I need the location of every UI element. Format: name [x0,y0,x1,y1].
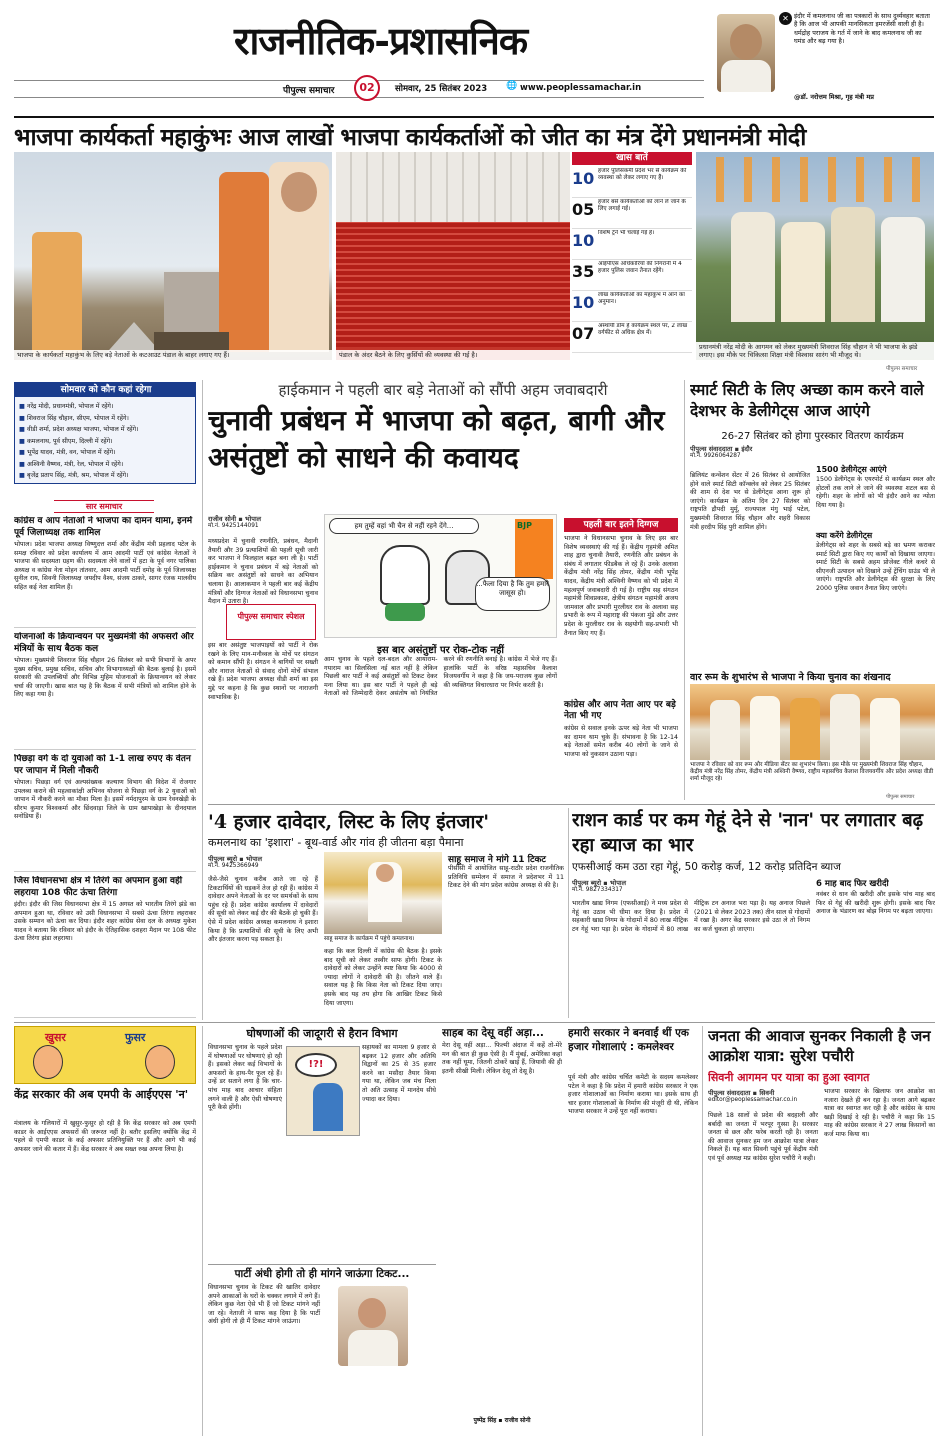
lead-photo3-caption: प्रधानमंत्री नरेंद्र मोदी के आगमन को लेकर मुख्यमंत्री शिवराज सिंह चौहान ने भी भाजपा के झंडे लगाए। इस मौके पर चिकित्सा शिक्षा मंत्री विश्वास सारंग भी मौजूद थे। [696,342,934,360]
facts-list [572,167,692,353]
issue-date: सोमवार, 25 सितंबर 2023 [395,84,488,94]
ticket-title: पार्टी अंधी होगी तो ही मांगने जाऊंगा टिकट... [208,1264,436,1281]
quote-box [714,8,936,110]
desu-box [442,1026,562,1436]
smart-city-box-body: 1500 डेलीगेट्स के एयरपोर्ट से कार्यक्रम स्थल और होटलों तक लाने ले जाने की व्यवस्था शटल बस से रहेगी। शहर के लोगों को भी इंदौर आने का न्योता दिया गया है। [816,476,935,509]
kamalnath-story [208,808,564,1018]
quote-text: इंदौर में कमलनाथ जी का पत्रकारों के साथ दुर्व्यवहार बताता है कि आज भी आपकी मानसिकता इमरजेंसी वाली ही है। धर्मद्रोह पराजय के गर्त में जाने के बाद कमलनाथ जी का घमंड और बढ़ गया है। [794,12,930,45]
desu-credits: पुष्पेंद्र सिंह ▪ राजीव सोनी [473,1417,531,1424]
lead-photo-cm-flags [696,152,934,360]
fact-text: हजार बसें कार्यकर्ताओं को लाने ले जाने के लिए लगाई गई। [598,199,686,212]
smart-city-deck: 26-27 सितंबर को होगा पुरस्कार वितरण कार्यक्रम [721,431,904,442]
who-where-title: सोमवार को कौन कहां रहेगा [15,383,196,397]
smart-city-place: इंदौर [741,445,753,453]
main-byline-block: राजीव सोनी ▪ भोपाल मो.नं. 9425144091 [208,514,318,531]
war-room-photo [690,684,935,760]
kamalnath-mobile: मो.नं. 9425366949 [208,863,259,869]
who-where-text: बृजेंद्र प्रताप सिंह, मंत्री, श्रम, भोपाल में रहेंगे। [26,472,129,479]
exclaim-icon: !?! [295,1053,337,1077]
announcements-body-2: सहायकों का मामला 9 हजार से बढ़कर 12 हजार और अतिथि विद्वानों का 25 से 35 हजार करने का मसौदा तैयार किया गया था, लेकिन जब मंच मिला तो अति उत्साह में मानदेय सीधे ज्यादा कर दिया। [362,1044,436,1103]
sahu-title: साहू समाज ने मांगे 11 टिकट [448,855,546,865]
ration-byline: पीपुल्स ब्यूरो [572,879,602,887]
kamalnath-photo [324,852,442,934]
brief-item [14,632,196,750]
fact-item [572,167,692,198]
cartoon-sign: BJP [517,521,532,530]
globe-icon: 🌐 [506,81,518,91]
pachauri-email: editor@peoplessamachar.co.in [708,1097,798,1103]
ration-deck: एफसीआई कम उठा रहा गेहूं, 50 करोड़ कर्ज, 12 करोड़ प्रतिदिन ब्याज [572,861,841,873]
lead-photo1-caption: भाजपा के कार्यकर्ता महाकुंभ के लिए बड़े नेताओं के कटआउट पंडाल के बाहर लगाए गए हैं। [14,350,332,360]
kamalnath-deck: कमलनाथ का 'इशारा' - बूथ-वार्ड और गांव ही जीतना बड़ा पैमाना [208,836,464,849]
lead-headline: भाजपा कार्यकर्ता महाकुंभः आज लाखों भाजपा कार्यकर्ताओं को जीत का मंत्र देंगे प्रधानमंत्री मोदी [14,123,806,151]
bullet-icon: ■ [19,403,27,410]
brief-item-title: योजनाओं के क्रियान्वयन पर मुख्यमंत्री की अफसरों और मंत्रियों के साथ बैठक कल [14,632,194,654]
fact-item [572,260,692,291]
kamalnath-body-2: कहा कि कल दिल्ली में कांग्रेस की बैठक है। इसके बाद सूची को लेकर तस्वीर साफ होगी। टिकट के दावेदारों को लेकर उन्होंने स्पष्ट किया कि 4000 से ज्यादा लोगों ने दावेदारी की है। जीतने वाले हैं। सवाल यह है कि किस नेता को टिकट दिया जाए। इसके बाद यह तय होगा कि आखिर टिकट किसे दिया जाएगा। [324,948,442,1007]
fact-number: 10 [572,169,595,188]
lead-photo-cutouts [14,152,332,360]
smart-city-box2-title: क्या करेंगे डेलीगेट्स [816,531,873,540]
fact-number: 10 [572,293,595,312]
kamalnath-byline: पीपुल्स ब्यूरो [208,855,238,863]
fact-number: 05 [572,200,595,219]
ration-box-body: नवंबर से धान की खरीदी और इसके पांच माह बाद फिर से गेहूं की खरीदी शुरू होगी। इसके बाद फिर अनाज के भंडारण का बोझ निगम पर बढ़ता जाएगा। [816,891,935,916]
bullet-icon: ■ [19,414,27,422]
desu-credit-1: पुष्पेंद्र सिंह [473,1417,497,1424]
ration-story [572,808,935,1018]
who-where-text: नरेंद्र मोदी, प्रधानमंत्री, भोपाल में रहेंगे। [26,403,114,410]
side-subhead: कांग्रेस और आप नेता आए पर बड़े नेता भी गए [564,700,676,721]
brief-list [14,516,196,1018]
ration-box-title: 6 माह बाद फिर खरीदी [816,879,889,889]
side-body-2: कांग्रेस से सवाल इनके ऊपर बड़े नेता भी भाजपा का दामन थाम चुके हैं। संभावना है कि 12-14 बड़े नेताओं समेत करीब 40 लोगों के जाने से भाजपा को नुकसान उठाना पड़ा। [564,725,678,758]
pachauri-story [708,1026,935,1436]
smart-city-mobile: मो.नं. 9926064287 [690,453,741,459]
main-subhead-1: इस बार असंतुष्टों पर रोक-टोक नहीं [376,645,505,656]
website: www.peoplessamachar.in [520,83,642,93]
fact-text: हजार पुलिसकर्मी प्रदेश भर से कार्यक्रम की व्यवस्था को लेकर लगाए गए हैं। [598,168,687,181]
main-place: भोपाल [245,515,262,523]
fact-text: अस्थायी डोम हैं कार्यक्रम स्थल पर, 2 लाख वर्गफीट से अधिक क्षेत्र में। [598,323,688,336]
pachauri-deck: सिवनी आगमन पर यात्रा का हुआ स्वागत [708,1071,870,1084]
pachauri-byline-block: पीपुल्स संवाददाता ▪ सिवनी editor@peoplessamachar.co.in [708,1088,818,1105]
who-where-text: भूपेंद्र यादव, मंत्री, वन, भोपाल में रहेंगे। [26,449,116,456]
side-title: पहली बार इतने दिग्गज [564,518,678,532]
satire-headline: केंद्र सरकार की अब एमपी के आईएएस 'न' [14,1088,189,1101]
smart-city-byline: पीपुल्स संवाददाता [690,445,733,453]
gaushala-body: पूर्व मंत्री और कांग्रेस चर्चित कमेटी के सदस्य कमलेश्वर पटेल ने कहा है कि प्रदेश में हमारी कांग्रेस सरकार ने एक हजार गोशालाओं का निर्माण कराया था। इसके साथ ही चार हजार गोशालाओं के निर्माण की मंजूरी दी थी, लेकिन भाजपा सरकार ने उन्हें पूरा नहीं कराया। [568,1074,698,1116]
who-where-text: शिवराज सिंह चौहान, सीएम, भोपाल में रहेंगे। [26,414,129,422]
pachauri-body: पिछले 18 सालों से प्रदेश की बदहाली और बर्बादी का जनता में भरपूर गुस्सा है। सरकार जनता से छल और फरेब करती रही है। जनता की आवाज सुनकर हम जन आक्रोश यात्रा लेकर निकले हैं। यह बात सिवनी पहुंचे पूर्व केंद्रीय मंत्री एवं पूर्व अध्यक्ष मप्र कांग्रेस सुरेश पचौरी ने कही। [708,1112,818,1162]
fact-number: 10 [572,231,595,250]
special-badge: पीपुल्स समाचार स्पेशल [226,604,316,640]
fact-item [572,229,692,260]
main-story [208,380,678,800]
kamalnath-headline: '4 हजार दावेदार, लिस्ट के लिए इंतजार' [208,811,490,833]
kamalnath-byline-block: पीपुल्स ब्यूरो ▪ भोपाल मो.नं. 9425366949 [208,854,318,871]
ticket-body: विधानसभा चुनाव के टिकट की खातिर दावेदार अपने आकाओं के घरों के चक्कर लगाने में लगे हैं। लेकिन कुछ नेता ऐसे भी हैं जो टिकट मांगने नहीं जा रहे। नेताजी ने साफ कह दिया है कि पार्टी अंधी होगी तो ही मैं टिकट मांगने जाऊंगा। [208,1284,320,1326]
who-where-item [19,447,195,459]
cartoon [324,514,557,638]
brief-item-title: पिछड़ा वर्ग के दो युवाओं को 1-1 लाख रुपए के वेतन पर जापान में मिली नौकरी [14,754,191,776]
brief-item-body: भोपाल। पिछड़ा वर्ग एवं अल्पसंख्यक कल्याण विभाग की विदेश में रोजगार उपलब्ध कराने की महत्वाकांक्षी अभिनव योजना से पिछड़ा वर्ग के 2 युवाओं को जापान में नौकरी करने का मौका मिला है। इसमें नर्मदापुरम के ग्राम रेवनखेड़ी के सौरभ कुमार विश्वकर्मा और छिंदवाड़ा जिले के ग्राम खापाखेड़ा के दीनदयाल सनोडिया हैं। [14,779,196,821]
brief-item [14,516,196,628]
who-where-text: कमलनाथ, पूर्व सीएम, दिल्ली में रहेंगे। [26,437,113,445]
pachauri-body-2: भाजपा सरकार के खिलाफ जन आक्रोश का नजारा देखते ही बन रहा है। जनता आगे बढ़कर यात्रा का स्वागत कर रही है और कांग्रेस के साथ खड़ी दिखाई दे रही है। पचौरी ने कहा कि 15 माह की कांग्रेस सरकार ने 27 लाख किसानों का कर्ज माफ किया था। [824,1088,935,1138]
satire-banner [14,1026,196,1084]
brief-column [14,500,196,1018]
bullet-icon: ■ [19,472,27,479]
x-logo-icon: ✕ [779,12,792,25]
main-body-1: मध्यप्रदेश में चुनावी रणनीति, प्रबंधन, मैदानी तैयारी और 39 प्रत्याशियों की पहली सूची जारी कर भाजपा ने फिलहाल बढ़त बना ली है। पार्टी हाईकमान ने चुनाव प्रबंधन में बड़े नेताओं को सक्रिय कर असंतुष्टों को साधने का अभियान चलाया है। आलाकमान ने पहली बार कई केंद्रीय मंत्रियों और दिग्गज नेताओं को विधानसभा चुनाव मैदान में उतारा है। [208,538,318,606]
bullet-icon: ■ [19,426,27,433]
section-title: राजनीतिक-प्रशासनिक [234,18,528,63]
facts-box [572,152,692,360]
fact-text: विशेष ट्रेनें भी चलाई गई हैं। [598,230,655,236]
gaushala-headline: हमारी सरकार ने बनवाईं थीं एक हजार गोशालाएं : कमलेश्वर [568,1027,689,1053]
fact-item [572,322,692,353]
war-room-credit: पीपुल्स समाचार [886,794,915,800]
announcements-title: घोषणाओं की जादूगरी से हैरान विभाग [246,1027,398,1040]
smart-city-story [690,380,935,670]
satire-body: मंत्रालय के गलियारों में खुसुर-फुसुर हो रही है कि केंद्र सरकार को अब एमपी काडर के आईएएस अफसरों की जरूरत नहीं है। बतौर इसलिए क्योंकि केंद्र में पहले से एमपी काडर के कई अफसर प्रतिनियुक्ति पर हैं और आगे भी कई अफसर जाने की कतार में हैं। केंद्र सरकार ने अब सख्त रुख अपना लिया है। [14,1120,196,1153]
kamalnath-place: भोपाल [245,855,263,863]
announcements-cartoon [286,1046,360,1136]
brief-item-title: जिस विधानसभा क्षेत्र में तिरंगे का अपमान हुआ वहीं लहराया 108 फीट ऊंचा तिरंगा [14,876,183,898]
bullet-icon: ■ [19,449,27,456]
ticket-box [208,1264,436,1436]
main-body-2: इस बार असंतुष्ट भाजपाइयों को पार्टी ने रोक रखने के लिए मान-मनौव्वल के मोर्चे पर संगठन को कमान सौंपी है। संगठन ने बागियों पर सख्ती और नाराज नेताओं से संवाद दोनों मोर्चे संभाल रखे हैं। प्रदेश भाजपा अध्यक्ष वीडी शर्मा का इस मुद्दे पर कहना है कि कुछ स्थानों पर नाराजगी स्वाभाविक है। [208,642,318,701]
paper-name: पीपुल्स समाचार [283,86,335,96]
desu-body: मेरा देसू वहीं अड़ा... फिल्मी अंदाज में कहें तो-मेरे मन की बात ही कुछ ऐसी है। मैं मुंबई, अमेरिका कहां तक नहीं घूमा, जितनी ठोकरें खाई हैं, जियावी की ही इतनी सीखी मिली। लेकिन देसू तो देसू है। [442,1042,562,1075]
who-where-item [19,436,195,448]
who-where-box [14,382,196,484]
smart-city-box-title: 1500 डेलीगेट्स आएंगे [816,465,887,474]
minister-portrait [717,14,775,92]
who-where-item [19,413,195,425]
who-where-item [19,424,195,436]
smart-city-headline: स्मार्ट सिटी के लिए अच्छा काम करने वाले देशभर के डेलीगेट्स आज आएंगे [690,381,924,420]
pachauri-byline: पीपुल्स संवाददाता [708,1089,751,1097]
sahu-body: पीसीसी में आयोजित साहू-राठौर प्रदेश राजनीतिक प्रतिनिधि सम्मेलन में समाज ने प्रदेशभर में 11 टिकट देने की मांग प्रदेश कांग्रेस अध्यक्ष से की है। [448,865,564,890]
page-number: 02 [354,75,380,101]
bullet-icon: ■ [19,437,27,445]
smart-city-body: ब्रिलियंट कन्वेंशन सेंटर में 26 सितंबर से आयोजित होने वाले स्मार्ट सिटी कॉन्क्लेव को लेकर 25 सितंबर की शाम से देश भर से डेलीगेट्स आना शुरू हो जाएंगे। कार्यक्रम के अंतिम दिन 27 सितंबर को राष्ट्रपति द्रौपदी मुर्मू, राज्यपाल मंगु भाई पटेल, मुख्यमंत्री शिवराज सिंह चौहान और शहरी विकास मंत्री हरदीप सिंह पुरी शामिल होंगे। [690,472,810,531]
fact-text: लाख कार्यकर्ताओं का महाकुंभ में आने का अनुमान। [598,292,685,305]
ration-place: भोपाल [609,879,627,887]
brief-item-title: कांग्रेस व आप नेताओं ने भाजपा का दामन थामा, इनमें पूर्व जिलाध्यक्ष तक शामिल [14,516,193,538]
facts-title: खास बातें [572,152,692,165]
war-room-caption: भाजपा ने रविवार को वार रूम और मीडिया सेंटर का शुभारंभ किया। इस मौके पर मुख्यमंत्री शिवराज सिंह चौहान, केंद्रीय मंत्री नरेंद्र सिंह तोमर, केंद्रीय मंत्री अश्विनी वैष्णव, राष्ट्रीय महासचिव कैलाश विजयवर्गीय और प्रदेश अध्यक्ष वीडी शर्मा मौजूद रहे। [690,762,934,782]
cartoon-speech-2: ...फैला दिया है कि तुम हमारे जासूस हो। [475,577,550,611]
photo3-credit: पीपुल्स समाचार [886,366,918,372]
masthead [14,8,704,103]
ration-body: भारतीय खाद्य निगम (एफसीआई) ने मध्य प्रदेश से गेहूं का उठाव भी धीमा कर दिया है। प्रदेश में सहकारी खाद्य निगम के गोदामों में 80 लाख मीट्रिक टन गेहूं भरा पड़ा है। प्रदेश के गोदामों में 80 लाख मीट्रिक टन अनाज भरा पड़ा है। यह अनाज पिछले (2021 से लेकर 2023 तक) तीन साल से गोदामों में रखा है। अगर केंद्र सरकार इसे उठा ले तो निगम का कर्ज चुकता हो जाएगा। [572,900,811,933]
ticket-photo [338,1286,408,1366]
quote-author: @डॉ. नरोत्तम मिश्रा, गृह मंत्री मप्र [794,93,874,101]
cartoon-speech-1: हम तुम्हें वहां भी चैन से नहीं रहने देंगे... [329,518,479,534]
lead-photo2-caption: पंडाल के अंदर बैठने के लिए कुर्सियों की व्यवस्था की गई है। [336,350,570,360]
fact-item [572,291,692,322]
brief-item-body: भोपाल। मुख्यमंत्री शिवराज सिंह चौहान 26 सितंबर को सभी विभागों के अपर मुख्य सचिव, प्रमुख सचिव, सचिव और विभागाध्यक्षों की बैठक बुलाई है। इसमें सरकारी की उपलब्धियों और विभिन्न मुहिम योजनाओं के क्रियान्वयन को लेकर चर्चा की जाएगी। खास बात यह है कि बैठक में सभी मंत्रियों को शामिल होने के लिए कहा गया है। [14,657,196,699]
main-mobile: मो.नं. 9425144091 [208,523,259,529]
who-where-text: वीडी शर्मा, प्रदेश अध्यक्ष भाजपा, भोपाल में रहेंगे। [26,426,139,433]
lead-photo-pandal [336,152,570,360]
war-room-story [690,670,935,800]
who-where-item [19,470,195,482]
fact-number: 35 [572,262,595,281]
brief-item-body: भोपाल। प्रदेश भाजपा अध्यक्ष विष्णुदत्त शर्मा और केंद्रीय मंत्री प्रहलाद पटेल के समक्ष रविवार को प्रदेश कार्यालय में आम आदमी पार्टी एवं कांग्रेस नेताओं ने भाजपा की सदस्यता ग्रहण की। सदस्यता लेने वालों में हटा के पूर्व नगर पालिका अध्यक्ष व कांग्रेस नेता मोहन तांतवार, आम आदमी पार्टी दमोह के पूर्व जिलाध्यक्ष सुनील राय, सिवनी जिलाध्यक्ष जयदीप वैश्य, संजय ठाकरे, सागर रंजक मालवीय सहित कई नेता शामिल हैं। [14,541,196,591]
kamalnath-photo-caption: साहू समाज के कार्यक्रम में पहुंचे कमलनाथ। [324,936,415,942]
satire-column [14,1026,196,1436]
war-room-title: वार रूम के शुभारंभ से भाजपा ने किया चुनाव का शंखनाद [690,672,891,683]
side-body: भाजपा ने विधानसभा चुनाव के लिए इस बार विशेष व्यवस्थाएं की गई हैं। केंद्रीय गृहमंत्री अमित शाह द्वारा चुनावी तैयारी, रणनीति और प्रबंधन के संबंध में लगातार फीडबैक ले रहे हैं। उनके अलावा केंद्रीय मंत्री नरेंद्र सिंह तोमर, केंद्रीय मंत्री भूपेंद्र यादव, केंद्रीय मंत्री अश्विनी वैष्णव को भी प्रदेश में महत्वपूर्ण जवाबदारी दी गई है। राष्ट्रीय सह संगठन महामंत्री शिवप्रकाश, क्षेत्रीय संगठन महामंत्री अजय जामवाल और प्रभारी मुरलीधर राव के अलावा सह प्रभारी के रूप में महाराष्ट्र की पंकजा मुंडे और उत्तर प्रदेश के मुरलीधर राव के सहयोगी सह-प्रभारी भी तैनात किए गए हैं। [564,535,678,637]
pachauri-place: सिवनी [759,1089,775,1097]
ration-headline: राशन कार्ड पर कम गेहूं देने से 'नान' पर लगातार बढ़ रहा ब्याज का भार [572,810,924,856]
who-where-item [19,459,195,471]
main-kicker: हाईकमान ने पहली बार बड़े नेताओं को सौंपी अहम जवाबदारी [278,381,608,399]
who-where-text: अश्विनी वैष्णव, मंत्री, रेल, भोपाल में रहेंगे। [26,460,124,468]
satire-title-left: खुसर [45,1031,66,1044]
who-where-item [19,401,195,413]
main-byline: राजीव सोनी [208,515,237,523]
smart-city-byline-block: पीपुल्स संवाददाता ▪ इंदौर मो.नं. 9926064287 [690,444,810,461]
bullet-icon: ■ [19,460,27,468]
pachauri-headline: जनता की आवाज सुनकर निकाली है जन आक्रोश यात्रा: सुरेश पचौरी [708,1027,931,1065]
ration-mobile: मो.नं. 9827334317 [572,887,623,893]
kamalnath-body: जैसे-जैसे चुनाव करीब आते जा रहे हैं टिकटार्थियों की धड़कनें तेज हो रही हैं। कांग्रेस में दावेदार अपने नेताओं के दर पर समर्थकों के साथ पहुंच रहे हैं। प्रदेश कांग्रेस कार्यालय में दावेदारों की सूची को लेकर कई दौर की बैठकें हो चुकी हैं। ऐसे में प्रदेश कांग्रेस अध्यक्ष कमलनाथ ने इशारा किया है कि प्रत्याशियों की सूची के लिए अभी और इंतजार करना पड़ सकता है। [208,876,318,944]
fact-item [572,198,692,229]
fact-number: 07 [572,324,595,343]
desu-title: साहब का देसू वहीं अड़ा... [442,1027,544,1039]
satire-title-right: फुसर [125,1031,146,1044]
announcements-box [208,1026,436,1256]
brief-item-body: इंदौर। इंदौर की जिस विधानसभा क्षेत्र में 15 अगस्त को भारतीय तिरंगे झंडे का अपमान हुआ था, रविवार को उसी विधानसभा में सबसे ऊंचा तिरंगा लहराकर उसके सम्मान को ऊंचा कर दिया। इंदौर शहर कांग्रेस सेवा दल के अध्यक्ष मुकेश यादव ने बताया कि रविवार को इंदौर के ऐतिहासिक दशहरा मैदान पर 108 फीट ऊंचा तिरंगा झंडा लहराया। [14,901,196,943]
desu-credit-2: राजीव सोनी [504,1417,531,1424]
lead-headline-bar [14,116,934,152]
brief-item [14,754,196,872]
who-where-list [19,401,195,482]
main-headline: चुनावी प्रबंधन में भाजपा को बढ़त, बागी और असंतुष्टों को साधने की कवायद [208,404,665,474]
fact-text: आईपीएस अधिकारियों की निगरानी में 4 हजार पुलिस जवान तैनात रहेंगे। [598,261,682,274]
brief-label: सार समाचार [54,500,154,513]
smart-city-box2-body: डेलीगेट्स को शहर के सबसे बड़े का भ्रमण कराकर स्मार्ट सिटी द्वारा किए गए कार्यों को दिखाया जाएगा। स्मार्ट सिटी के सबसे अहम प्रोजेक्ट गीले कचरे से सीएनजी उत्पादन को दिखाने उन्हें ट्रेंचिंग ग्राउंड भी ले जाएंगे। राष्ट्रपति और डेलीगेट्स की सुरक्षा के लिए 2000 पुलिस जवान तैनात किए जाएंगे। [816,542,935,592]
ration-byline-block: पीपुल्स ब्यूरो ▪ भोपाल मो.नं. 9827334317 [572,878,682,895]
main-body-3: आम चुनाव के पहले दल-बदल और आयाराम-गयाराम का सिलसिला नई बात नहीं है लेकिन पिछली बार पार्टी ने कई असंतुष्टों को टिकट देकर मना लिया था। इस बार पार्टी ने पहले ही बड़े नेताओं को जिम्मेदारी देकर असंतोष को नियंत्रित करने की रणनीति बनाई है। कांग्रेस में भेजे गए हैं। हालांकि पार्टी के वरिष्ठ महासचिव कैलाश विजयवर्गीय ने कहा है कि जय-पराजय कुछ लोगों की व्यक्तिगत विचारधारा पर निर्भर करती है। [324,656,557,698]
brief-item [14,876,196,1018]
announcements-body: विधानसभा चुनाव के पहले प्रदेश में घोषणाओं पर घोषणाएं हो रही हैं। इसको लेकर कई विभागों के अफसरों के हाथ-पैर फूल रहे हैं। उन्हें डर सताने लगा है कि चार-पांच माह बाद आचार संहिता लगने वाली है और ऐसी घोषणाएं पूरी कैसे होंगी। [208,1044,282,1112]
gaushala-story [568,1026,698,1436]
